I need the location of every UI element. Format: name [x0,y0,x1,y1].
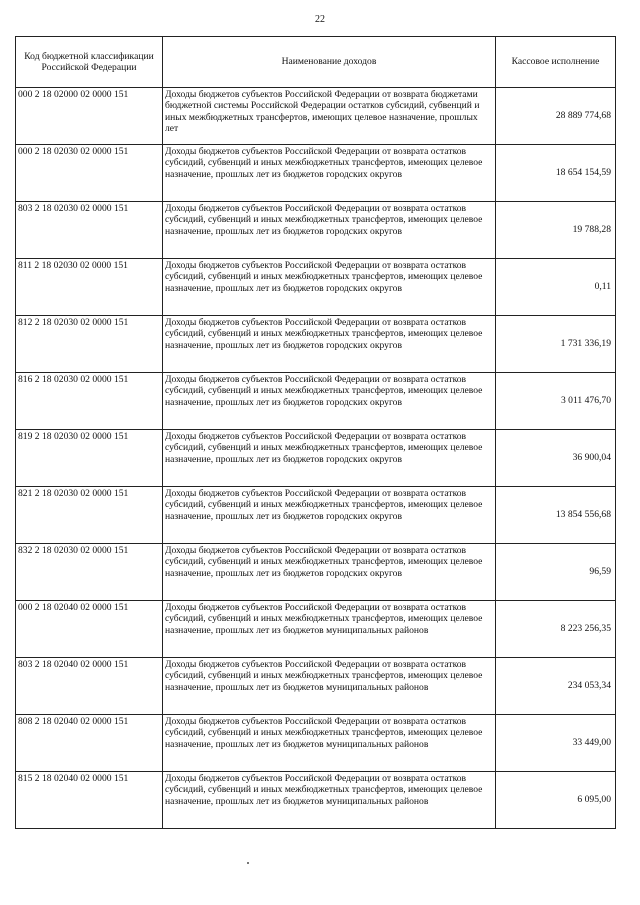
table-row [16,88,616,145]
row-code: 821 2 18 02030 02 0000 151 [16,487,163,544]
row-code: 808 2 18 02040 02 0000 151 [16,715,163,772]
scan-speck [247,862,249,864]
row-amount: 18 654 154,59 [496,145,616,202]
row-amount: 8 223 256,35 [496,601,616,658]
row-code: 815 2 18 02040 02 0000 151 [16,772,163,829]
row-code: 000 2 18 02000 02 0000 151 [16,88,163,145]
row-name: Доходы бюджетов субъектов Российской Федерации от возврата остатков субсидий, субвенций и иных межбюджетных трансфертов, имеющих целевое назначение, прошлых лет из бюджетов городских округов [163,430,496,487]
table-row [16,658,616,715]
row-code: 812 2 18 02030 02 0000 151 [16,316,163,373]
row-code: 803 2 18 02030 02 0000 151 [16,202,163,259]
table-header-row [16,37,616,88]
table-row [16,544,616,601]
row-name: Доходы бюджетов субъектов Российской Федерации от возврата остатков субсидий, субвенций и иных межбюджетных трансфертов, имеющих целевое назначение, прошлых лет из бюджетов городских округов [163,202,496,259]
table-row [16,715,616,772]
row-name: Доходы бюджетов субъектов Российской Федерации от возврата остатков субсидий, субвенций и иных межбюджетных трансфертов, имеющих целевое назначение, прошлых лет из бюджетов муниципальных районов [163,601,496,658]
budget-income-table [15,36,616,829]
row-amount: 0,11 [496,259,616,316]
header-name: Наименование доходов [163,37,496,88]
header-amount: Кассовое исполнение [496,37,616,88]
row-amount: 3 011 476,70 [496,373,616,430]
row-name: Доходы бюджетов субъектов Российской Федерации от возврата бюджетами бюджетной системы Российской Федерации остатков субсидий, субвенций и иных межбюджетных трансфертов, имеющих целевое назначение, прошлых лет [163,88,496,145]
row-code: 816 2 18 02030 02 0000 151 [16,373,163,430]
row-amount: 19 788,28 [496,202,616,259]
table-row [16,430,616,487]
row-code: 000 2 18 02040 02 0000 151 [16,601,163,658]
row-amount: 28 889 774,68 [496,88,616,145]
row-code: 819 2 18 02030 02 0000 151 [16,430,163,487]
row-amount: 234 053,34 [496,658,616,715]
row-amount: 1 731 336,19 [496,316,616,373]
row-amount: 6 095,00 [496,772,616,829]
row-name: Доходы бюджетов субъектов Российской Федерации от возврата остатков субсидий, субвенций и иных межбюджетных трансфертов, имеющих целевое назначение, прошлых лет из бюджетов муниципальных районов [163,658,496,715]
row-name: Доходы бюджетов субъектов Российской Федерации от возврата остатков субсидий, субвенций и иных межбюджетных трансфертов, имеющих целевое назначение, прошлых лет из бюджетов городских округов [163,316,496,373]
row-code: 832 2 18 02030 02 0000 151 [16,544,163,601]
row-name: Доходы бюджетов субъектов Российской Федерации от возврата остатков субсидий, субвенций и иных межбюджетных трансфертов, имеющих целевое назначение, прошлых лет из бюджетов городских округов [163,259,496,316]
row-name: Доходы бюджетов субъектов Российской Федерации от возврата остатков субсидий, субвенций и иных межбюджетных трансфертов, имеющих целевое назначение, прошлых лет из бюджетов муниципальных районов [163,772,496,829]
row-code: 811 2 18 02030 02 0000 151 [16,259,163,316]
table-row [16,259,616,316]
table-row [16,145,616,202]
table-row [16,601,616,658]
row-name: Доходы бюджетов субъектов Российской Федерации от возврата остатков субсидий, субвенций и иных межбюджетных трансфертов, имеющих целевое назначение, прошлых лет из бюджетов городских округов [163,145,496,202]
row-amount: 13 854 556,68 [496,487,616,544]
row-amount: 96,59 [496,544,616,601]
table-row [16,487,616,544]
row-name: Доходы бюджетов субъектов Российской Федерации от возврата остатков субсидий, субвенций и иных межбюджетных трансфертов, имеющих целевое назначение, прошлых лет из бюджетов муниципальных районов [163,715,496,772]
table-row [16,316,616,373]
row-name: Доходы бюджетов субъектов Российской Федерации от возврата остатков субсидий, субвенций и иных межбюджетных трансфертов, имеющих целевое назначение, прошлых лет из бюджетов городских округов [163,544,496,601]
row-amount: 33 449,00 [496,715,616,772]
row-amount: 36 900,04 [496,430,616,487]
row-code: 803 2 18 02040 02 0000 151 [16,658,163,715]
table-row [16,202,616,259]
header-code: Код бюджетной классификации Российской Федерации [16,37,163,88]
table-row [16,772,616,829]
row-code: 000 2 18 02030 02 0000 151 [16,145,163,202]
row-name: Доходы бюджетов субъектов Российской Федерации от возврата остатков субсидий, субвенций и иных межбюджетных трансфертов, имеющих целевое назначение, прошлых лет из бюджетов городских округов [163,373,496,430]
page-number: 22 [315,14,325,25]
row-name: Доходы бюджетов субъектов Российской Федерации от возврата остатков субсидий, субвенций и иных межбюджетных трансфертов, имеющих целевое назначение, прошлых лет из бюджетов городских округов [163,487,496,544]
table-row [16,373,616,430]
